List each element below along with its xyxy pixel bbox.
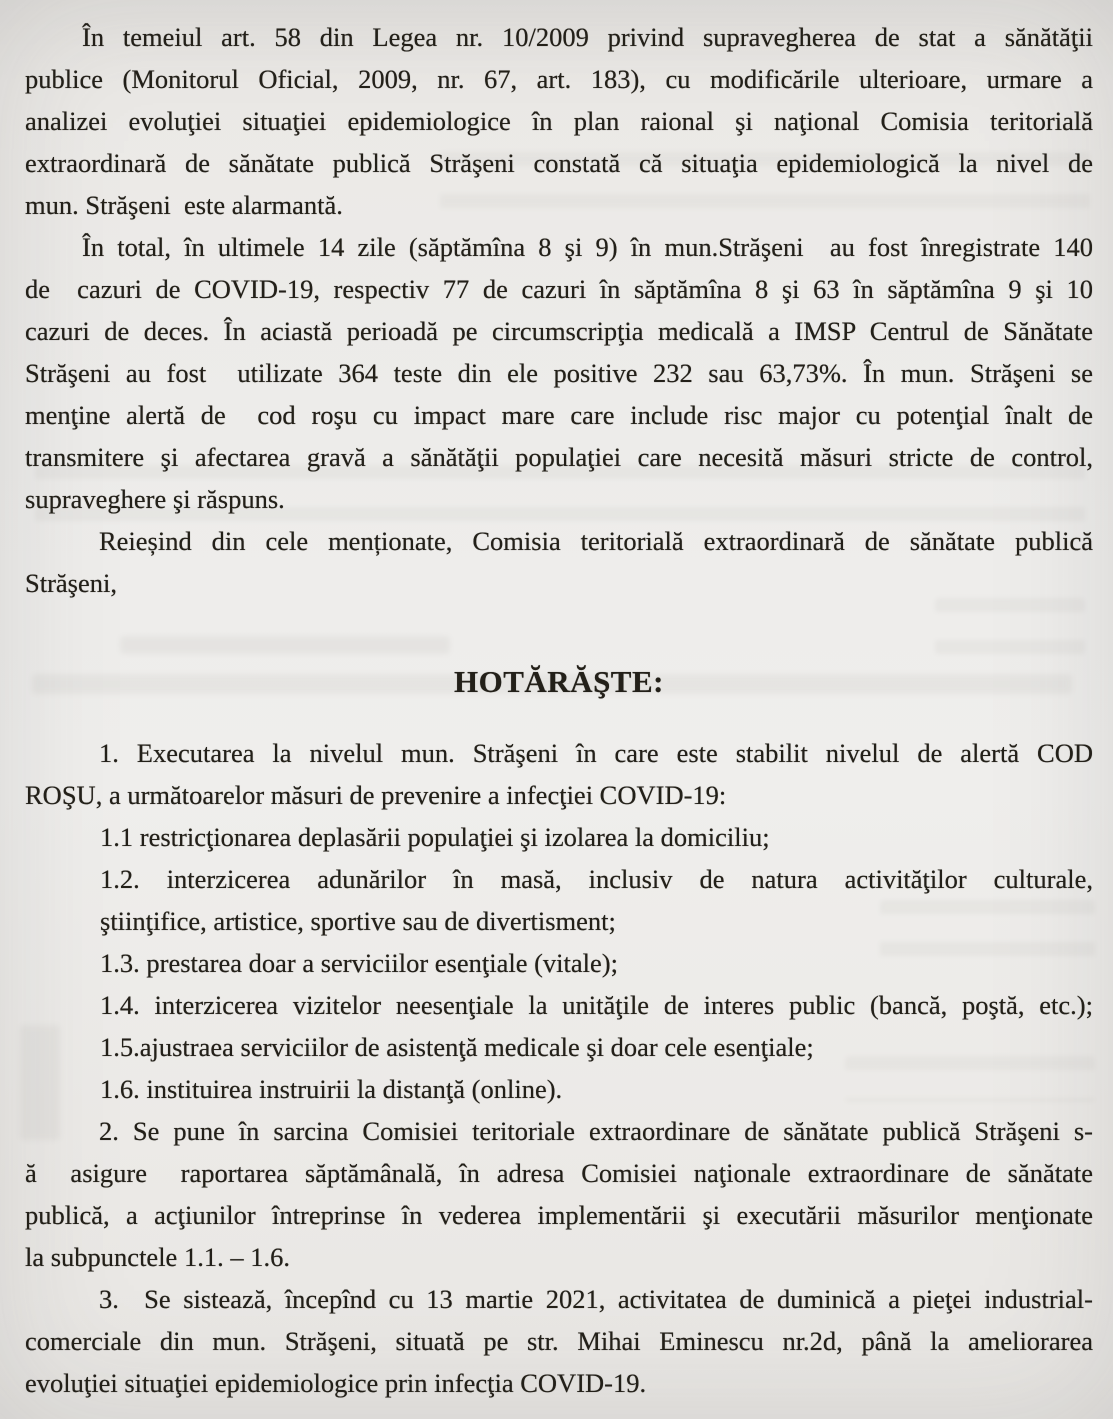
text-line: Reieșind din cele menționate, Comisia teritorială extraordinară de sănătate publică	[99, 526, 1093, 556]
text-line: 2. Se pune în sarcina Comisiei teritoriale extraordinare de sănătate publică Străşeni s-	[99, 1116, 1093, 1146]
intro-paragraph	[25, 16, 1093, 226]
text-line: În temeiul art. 58 din Legea nr. 10/2009 privind supravegherea de stat a sănătăţii	[82, 22, 1093, 52]
text-line: Străşeni,	[25, 568, 117, 598]
subpoint-line: ştiinţifice, artistice, sportive sau de divertisment;	[100, 906, 616, 936]
text-line: analizei evoluţiei situaţiei epidemiologice în plan raional şi naţional Comisia teritorială	[25, 106, 1093, 136]
text-line: 1. Executarea la nivelul mun. Străşeni în care este stabilit nivelul de alertă COD	[99, 738, 1093, 768]
subpoint-line: 1.3. prestarea doar a serviciilor esenţiale (vitale);	[100, 948, 618, 978]
subpoint-list	[25, 816, 1093, 1110]
point-1-paragraph	[25, 732, 1093, 816]
point-2-paragraph	[25, 1110, 1093, 1278]
text-line: În total, în ultimele 14 zile (săptămîna 8 şi 9) în mun.Străşeni au fost înregistrate 140	[82, 232, 1093, 262]
text-line: menţine alertă de cod roşu cu impact mare care include risc major cu potenţial înalt de	[25, 400, 1093, 430]
text-line: de cazuri de COVID-19, respectiv 77 de cazuri în săptămîna 8 şi 63 în săptămîna 9 şi 10	[25, 274, 1093, 304]
text-line: publice (Monitorul Oficial, 2009, nr. 67, art. 183), cu modificările ulterioare, urmare a	[25, 64, 1093, 94]
subpoint-line: 1.4. interzicerea vizitelor neesenţiale la unităţile de interes public (bancă, poştă, etc.);	[100, 990, 1093, 1020]
text-line: mun. Străşeni este alarmantă.	[25, 190, 343, 220]
text-line: cazuri de deces. În aciastă perioadă pe circumscripţia medicală a IMSP Centrul de Sănătate	[25, 316, 1093, 346]
stats-paragraph	[25, 226, 1093, 520]
document-body	[25, 16, 1093, 1404]
text-line: ă asigure raportarea săptămânală, în adresa Comisiei naţionale extraordinare de sănătate	[25, 1158, 1093, 1188]
conclusion-paragraph	[25, 520, 1093, 604]
text-line: publică, a acţiunilor întreprinse în vederea implementării şi executării măsurilor menţionate	[25, 1200, 1093, 1230]
text-line: transmitere şi afectarea gravă a sănătăţii populaţiei care necesită măsuri stricte de control,	[25, 442, 1093, 472]
subpoint-line: 1.2. interzicerea adunărilor în masă, inclusiv de natura activităţilor culturale,	[100, 864, 1093, 894]
text-line: extraordinară de sănătate publică Străşeni constată că situaţia epidemiologică la nivel de	[25, 148, 1093, 178]
text-line: Străşeni au fost utilizate 364 teste din ele positive 232 sau 63,73%. În mun. Străşeni se	[25, 358, 1093, 388]
text-line: ROŞU, a următoarelor măsuri de prevenire a infecţiei COVID-19:	[25, 780, 727, 810]
text-line: supraveghere şi răspuns.	[25, 484, 285, 514]
text-line: comerciale din mun. Străşeni, situată pe str. Mihai Eminescu nr.2d, până la ameliorarea	[25, 1326, 1093, 1356]
text-line: 3. Se sistează, începînd cu 13 martie 2021, activitatea de duminică a pieţei industrial-	[99, 1284, 1093, 1314]
subpoint-line: 1.6. instituirea instruirii la distanţă (online).	[100, 1074, 563, 1104]
decision-heading: HOTĂRĂŞTE:	[454, 664, 664, 699]
text-line: evoluţiei situaţiei epidemiologice prin infecţia COVID-19.	[25, 1368, 647, 1398]
subpoint-line: 1.1 restricţionarea deplasării populaţiei şi izolarea la domiciliu;	[100, 822, 770, 852]
text-line: la subpunctele 1.1. – 1.6.	[25, 1242, 290, 1272]
subpoint-line: 1.5.ajustraea serviciilor de asistenţă medicale şi doar cele esenţiale;	[100, 1032, 814, 1062]
point-3-paragraph	[25, 1278, 1093, 1404]
